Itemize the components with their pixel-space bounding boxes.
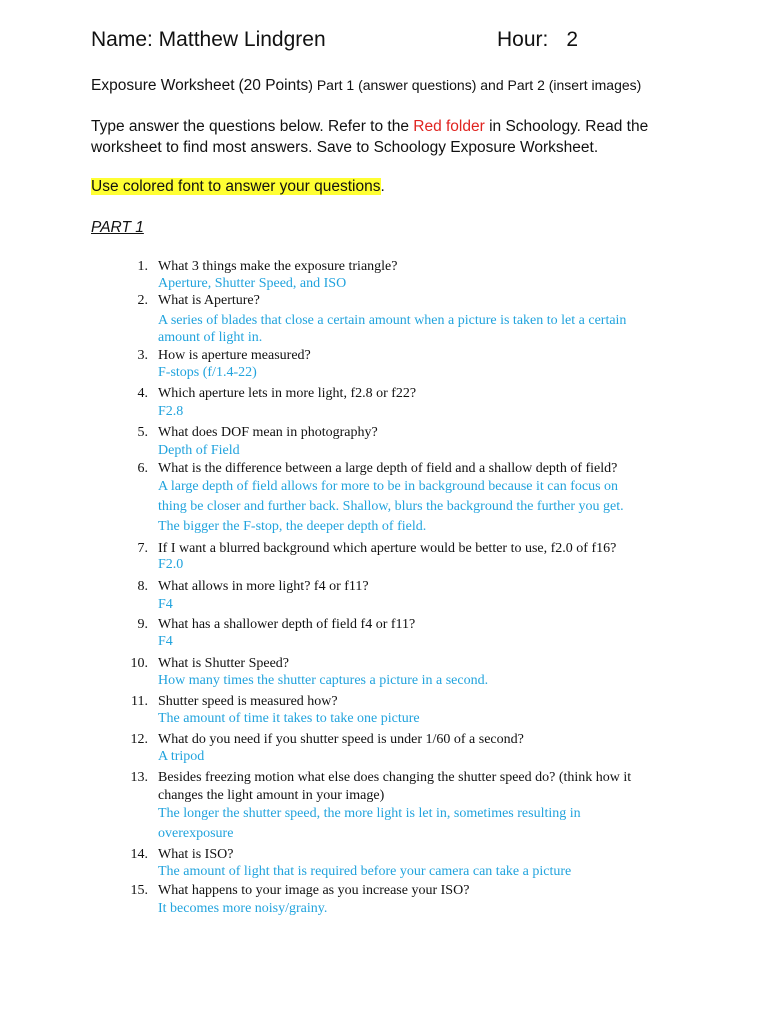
question-text: What does DOF mean in photography? (158, 425, 378, 440)
question-number: 2. (137, 293, 148, 308)
answer-text: The longer the shutter speed, the more light is let in, sometimes resulting in (158, 806, 581, 821)
question-text: What is Aperture? (158, 293, 260, 308)
answer-text: F2.0 (158, 557, 184, 572)
question-number: 10. (130, 656, 148, 671)
question-text: How is aperture measured? (158, 348, 311, 363)
answer-text: thing be closer and further back. Shallow, blurs the background the further you get. (158, 499, 624, 514)
worksheet-title: Exposure Worksheet (91, 77, 235, 94)
instructions-text-1: Type answer the questions below. Refer to the (91, 118, 414, 135)
question-text: Besides freezing motion what else does changing the shutter speed do? (think how it (158, 770, 632, 785)
highlight-instruction (91, 178, 385, 196)
answer-text: The amount of light that is required before your camera can take a picture (158, 864, 572, 879)
points-open: (20 (238, 77, 266, 94)
part-1-heading: PART 1 (91, 219, 144, 236)
answer-text: amount of light in. (158, 330, 263, 345)
hour-label: Hour: (497, 28, 549, 51)
student-name: Name: Matthew Lindgren (91, 28, 326, 51)
hour-value: 2 (566, 28, 579, 51)
points-word: Points (265, 77, 309, 94)
parts-description: ) Part 1 (answer questions) and Part 2 (insert images) (308, 77, 642, 93)
question-number: 7. (137, 541, 148, 556)
question-text: Shutter speed is measured how? (158, 694, 338, 709)
question-number: 4. (137, 386, 148, 401)
instructions-text-2: in Schoology. Read the worksheet to find most answers. Save to Schoology Exposure Worksheet. (91, 118, 649, 156)
question-number: 12. (130, 732, 148, 747)
question-number: 8. (137, 579, 148, 594)
answer-text: F-stops (f/1.4-22) (158, 365, 257, 380)
answer-text: The bigger the F-stop, the deeper depth of field. (158, 519, 427, 534)
question-number: 9. (137, 617, 148, 632)
answer-text: Aperture, Shutter Speed, and ISO (158, 276, 347, 291)
question-text: What allows in more light? f4 or f11? (158, 579, 369, 594)
question-number: 6. (137, 461, 148, 476)
answer-text: F4 (158, 597, 173, 612)
question-number: 5. (137, 425, 148, 440)
answer-text: The amount of time it takes to take one picture (158, 711, 420, 726)
question-text: What is the difference between a large depth of field and a shallow depth of field? (158, 461, 618, 476)
question-text: What has a shallower depth of field f4 or f11? (158, 617, 416, 632)
question-text: What 3 things make the exposure triangle? (158, 259, 398, 274)
question-number: 13. (130, 770, 148, 785)
answer-text: A tripod (158, 749, 205, 764)
answer-text: Depth of Field (158, 443, 240, 458)
question-text: What happens to your image as you increase your ISO? (158, 883, 470, 898)
question-number: 11. (131, 694, 148, 709)
instructions (91, 116, 691, 158)
question-number: 14. (130, 847, 148, 862)
question-number: 15. (130, 883, 148, 898)
question-number: 3. (137, 348, 148, 363)
question-text: What is Shutter Speed? (158, 656, 290, 671)
answer-text: A series of blades that close a certain amount when a picture is taken to let a certain (158, 313, 627, 328)
question-text: What is ISO? (158, 847, 234, 862)
question-text: What do you need if you shutter speed is under 1/60 of a second? (158, 732, 524, 747)
question-text: If I want a blurred background which aperture would be better to use, f2.0 of f16? (158, 541, 617, 556)
answer-text: A large depth of field allows for more to be in background because it can focus on (158, 479, 619, 494)
question-text: Which aperture lets in more light, f2.8 or f22? (158, 386, 417, 401)
highlighted-text: Use colored font to answer your questions (91, 178, 381, 195)
question-number: 1. (137, 259, 148, 274)
red-folder-text: Red folder (413, 118, 485, 135)
worksheet-subtitle (91, 77, 641, 95)
answer-text: How many times the shutter captures a picture in a second. (158, 673, 489, 688)
answer-text: F4 (158, 634, 173, 649)
answer-text: overexposure (158, 826, 234, 841)
question-text-line-2: changes the light amount in your image) (158, 788, 385, 803)
answer-text: It becomes more noisy/grainy. (158, 901, 328, 916)
highlight-suffix: . (380, 178, 385, 195)
answer-text: F2.8 (158, 404, 184, 419)
hour-field (497, 28, 578, 52)
